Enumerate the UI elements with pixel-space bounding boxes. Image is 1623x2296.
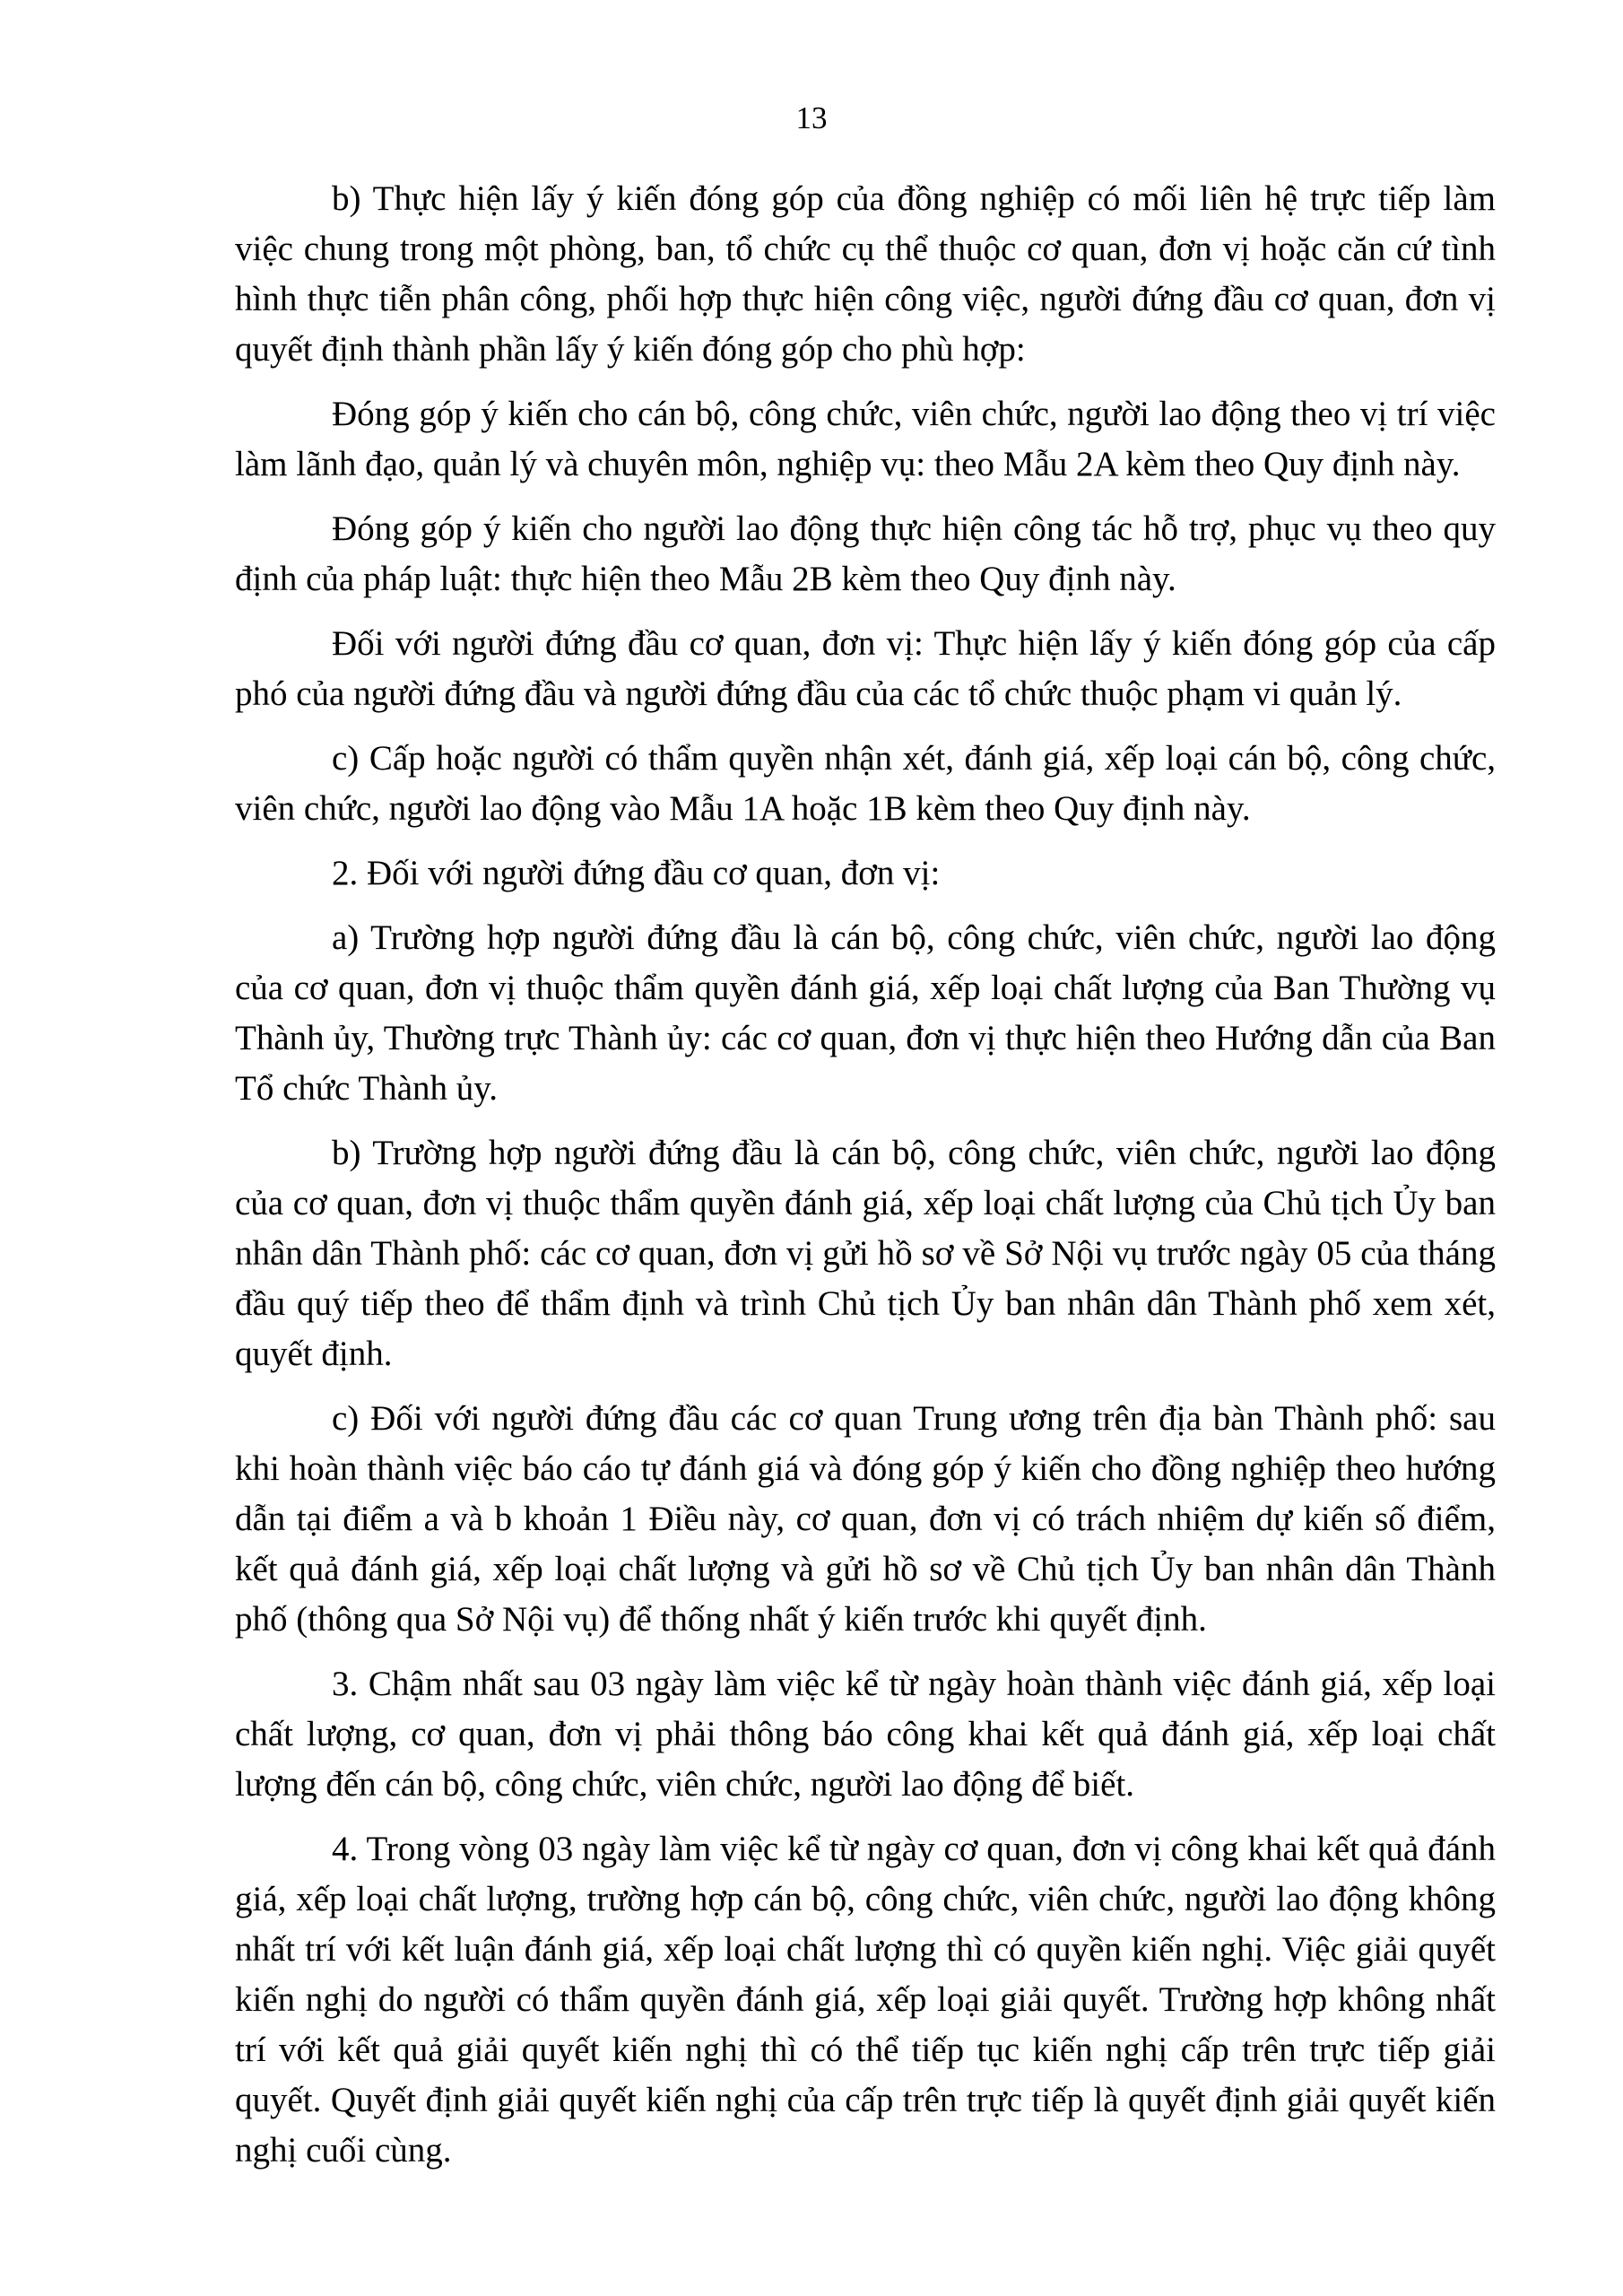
paragraph-2-heading: 2. Đối với người đứng đầu cơ quan, đơn vị:	[332, 854, 941, 892]
page-number: 13	[795, 100, 828, 135]
paragraph-2c: c) Đối với người đứng đầu các cơ quan Trung ương trên địa bàn Thành phố: sau khi hoàn thành việc báo cáo tự đánh giá và đóng góp ý kiến cho đồng nghiệp theo hướng dẫn tại điểm a và b khoản 1 Điều này, cơ quan, đơn vị có trách nhiệm dự kiến số điểm, kết quả đánh giá, xếp loại chất lượng và gửi hồ sơ về Chủ tịch Ủy ban nhân dân Thành phố (thông qua Sở Nội vụ) để thống nhất ý kiến trước khi quyết định.	[235, 1399, 1496, 1639]
paragraph-2a: a) Trường hợp người đứng đầu là cán bộ, công chức, viên chức, người lao động của cơ quan, đơn vị thuộc thẩm quyền đánh giá, xếp loại chất lượng của Ban Thường vụ Thành ủy, Thường trực Thành ủy: các cơ quan, đơn vị thực hiện theo Hướng dẫn của Ban Tổ chức Thành ủy.	[235, 918, 1496, 1108]
paragraph-3: 3. Chậm nhất sau 03 ngày làm việc kể từ ngày hoàn thành việc đánh giá, xếp loại chất lượng, cơ quan, đơn vị phải thông báo công khai kết quả đánh giá, xếp loại chất lượng đến cán bộ, công chức, viên chức, người lao động để biết.	[235, 1665, 1496, 1804]
paragraph-form-2b: Đóng góp ý kiến cho người lao động thực hiện công tác hỗ trợ, phục vụ theo quy định của pháp luật: thực hiện theo Mẫu 2B kèm theo Quy định này.	[235, 509, 1496, 598]
paragraph-head-of-unit-feedback: Đối với người đứng đầu cơ quan, đơn vị: Thực hiện lấy ý kiến đóng góp của cấp phó của người đứng đầu và người đứng đầu của các tổ chức thuộc phạm vi quản lý.	[235, 624, 1496, 713]
paragraph-2b: b) Trường hợp người đứng đầu là cán bộ, công chức, viên chức, người lao động của cơ quan, đơn vị thuộc thẩm quyền đánh giá, xếp loại chất lượng của Chủ tịch Ủy ban nhân dân Thành phố: các cơ quan, đơn vị gửi hồ sơ về Sở Nội vụ trước ngày 05 của tháng đầu quý tiếp theo để thẩm định và trình Chủ tịch Ủy ban nhân dân Thành phố xem xét, quyết định.	[235, 1134, 1496, 1373]
paragraph-4: 4. Trong vòng 03 ngày làm việc kể từ ngày cơ quan, đơn vị công khai kết quả đánh giá, xếp loại chất lượng, trường hợp cán bộ, công chức, viên chức, người lao động không nhất trí với kết luận đánh giá, xếp loại chất lượng thì có quyền kiến nghị. Việc giải quyết kiến nghị do người có thẩm quyền đánh giá, xếp loại giải quyết. Trường hợp không nhất trí với kết quả giải quyết kiến nghị thì có thể tiếp tục kiến nghị cấp trên trực tiếp giải quyết. Quyết định giải quyết kiến nghị của cấp trên trực tiếp là quyết định giải quyết kiến nghị cuối cùng.	[235, 1830, 1496, 2170]
paragraph-form-2a: Đóng góp ý kiến cho cán bộ, công chức, viên chức, người lao động theo vị trí việc làm lãnh đạo, quản lý và chuyên môn, nghiệp vụ: theo Mẫu 2A kèm theo Quy định này.	[235, 395, 1496, 483]
paragraph-1c-assessment: c) Cấp hoặc người có thẩm quyền nhận xét, đánh giá, xếp loại cán bộ, công chức, viên chức, người lao động vào Mẫu 1A hoặc 1B kèm theo Quy định này.	[235, 739, 1496, 828]
paragraph-1b-colleague-feedback: b) Thực hiện lấy ý kiến đóng góp của đồng nghiệp có mối liên hệ trực tiếp làm việc chung trong một phòng, ban, tổ chức cụ thể thuộc cơ quan, đơn vị hoặc căn cứ tình hình thực tiễn phân công, phối hợp thực hiện công việc, người đứng đầu cơ quan, đơn vị quyết định thành phần lấy ý kiến đóng góp cho phù hợp:	[235, 179, 1496, 369]
document-body	[235, 174, 1496, 2190]
